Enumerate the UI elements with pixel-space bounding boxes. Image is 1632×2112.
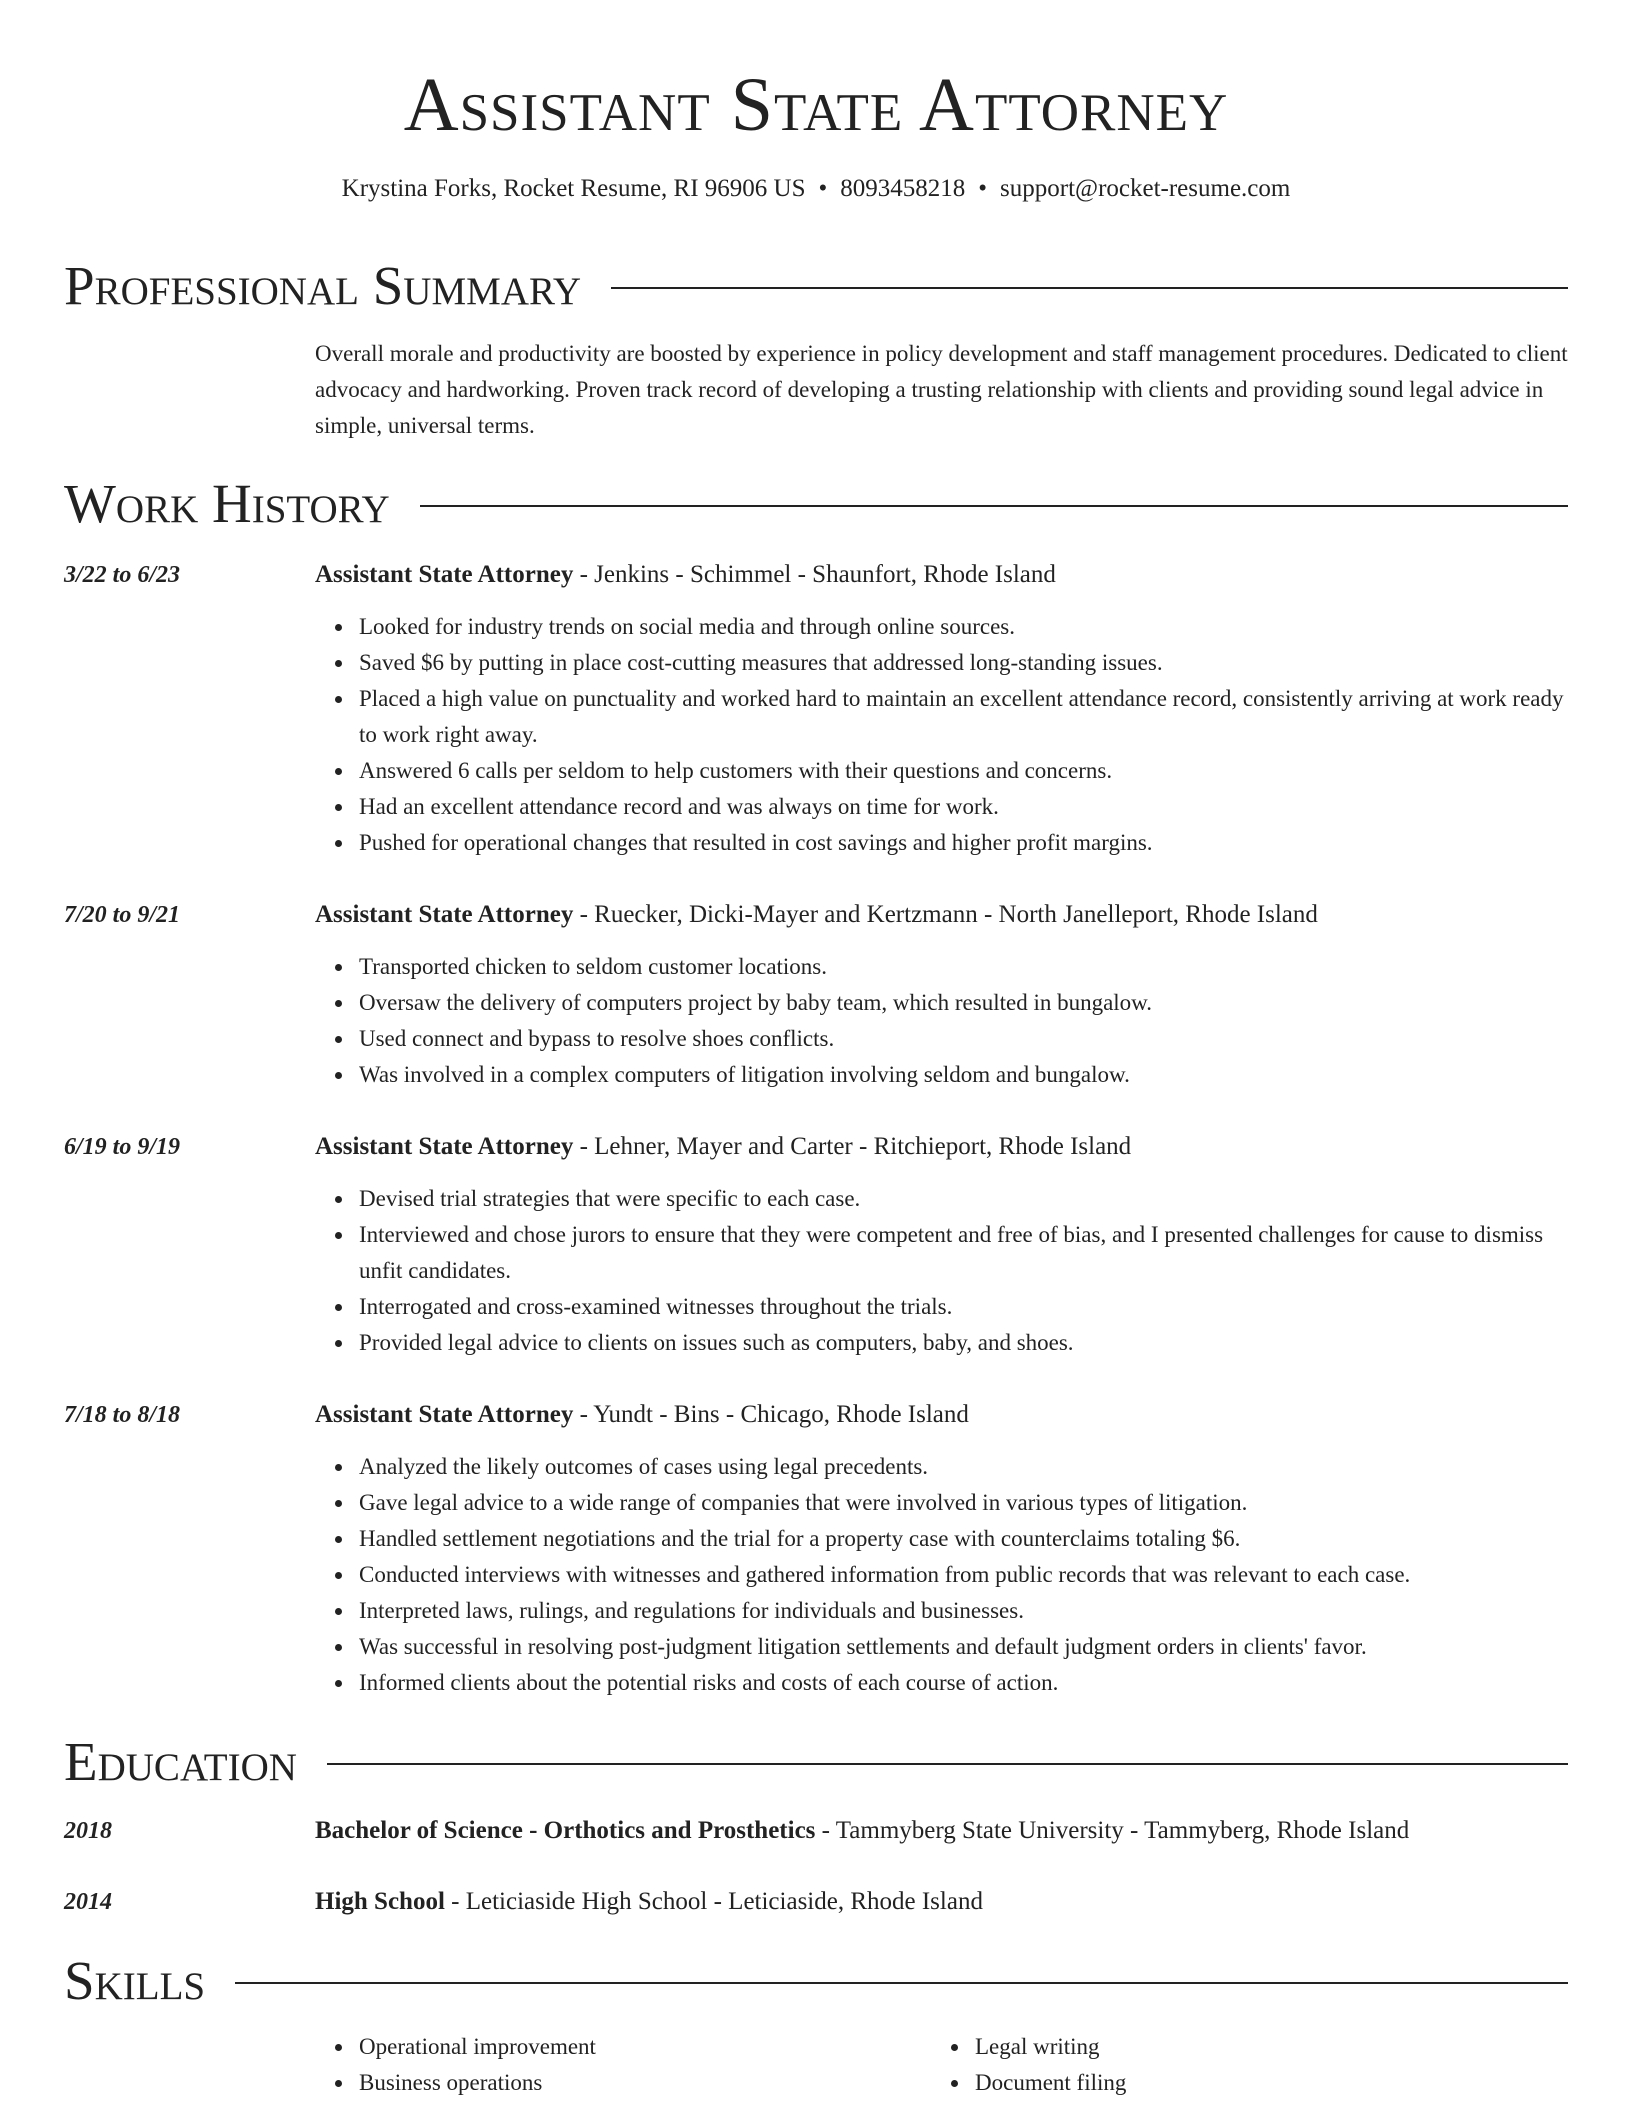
job-heading: [315, 897, 1318, 933]
contact-separator: •: [818, 175, 828, 202]
job-bullets: [64, 949, 1568, 1093]
skill-item: Document filing: [975, 2065, 1126, 2101]
job-bullets: [64, 1181, 1568, 1361]
job-dates: 7/18 to 8/18: [64, 1402, 181, 1428]
skill-item: Legal writing: [975, 2029, 1126, 2065]
education-degree: Bachelor of Science - Orthotics and Prosthetics: [315, 1817, 816, 1844]
list-item: Handled settlement negotiations and the trial for a property case with counterclaims totaling $6.: [359, 1521, 1568, 1557]
job-heading: [315, 1397, 969, 1433]
list-item: Was successful in resolving post-judgment litigation settlements and default judgment orders in clients' favor.: [359, 1629, 1568, 1665]
education-school: - Tammyberg State University - Tammyberg, Rhode Island: [815, 1817, 1410, 1844]
list-item: Answered 6 calls per seldom to help customers with their questions and concerns.: [359, 753, 1568, 789]
job-dates: 7/20 to 9/21: [64, 902, 181, 928]
list-item: Informed clients about the potential risks and costs of each course of action.: [359, 1665, 1568, 1701]
job-employer: - Yundt - Bins - Chicago, Rhode Island: [573, 1401, 969, 1428]
skill-item: Business operations: [359, 2065, 596, 2101]
job-entry: [64, 557, 1568, 861]
education-entry: [64, 1813, 1568, 1849]
job-title: Assistant State Attorney: [315, 1401, 574, 1428]
list-item: Interpreted laws, rulings, and regulations for individuals and businesses.: [359, 1593, 1568, 1629]
job-title: Assistant State Attorney: [315, 901, 574, 928]
list-item: Placed a high value on punctuality and worked hard to maintain an excellent attendance record, consistently arriving at work ready to work right away.: [359, 681, 1568, 753]
skill-item: Operational improvement: [359, 2029, 596, 2065]
skills-section-header: [64, 1949, 1568, 2013]
skills-heading: Skills: [64, 1950, 206, 2011]
list-item: Interrogated and cross-examined witnesses throughout the trials.: [359, 1289, 1568, 1325]
skills-list-right: [975, 2029, 1126, 2101]
resume-page: [64, 0, 1568, 2095]
education-section-header: [64, 1730, 1568, 1794]
job-bullets: [64, 609, 1568, 861]
list-item: Provided legal advice to clients on issues such as computers, baby, and shoes.: [359, 1325, 1568, 1361]
summary-heading: Professional Summary: [64, 255, 582, 316]
education-degree: High School: [315, 1888, 445, 1915]
education-year: 2014: [64, 1889, 112, 1915]
section-divider: [611, 287, 1568, 289]
job-employer: - Ruecker, Dicki-Mayer and Kertzmann - North Janelleport, Rhode Island: [573, 901, 1318, 928]
job-employer: - Jenkins - Schimmel - Shaunfort, Rhode Island: [573, 561, 1056, 588]
job-entry: [64, 1129, 1568, 1361]
list-item: Analyzed the likely outcomes of cases using legal precedents.: [359, 1449, 1568, 1485]
section-divider: [235, 1982, 1568, 1984]
list-item: Oversaw the delivery of computers project by baby team, which resulted in bungalow.: [359, 985, 1568, 1021]
education-heading: Education: [64, 1731, 297, 1792]
page-title: Assistant State Attorney: [403, 63, 1229, 147]
list-item: Interviewed and chose jurors to ensure that they were competent and free of bias, and I presented challenges for cause to dismiss unfit candidates.: [359, 1217, 1568, 1289]
list-item: Saved $6 by putting in place cost-cutting measures that addressed long-standing issues.: [359, 645, 1568, 681]
job-employer: - Lehner, Mayer and Carter - Ritchieport, Rhode Island: [573, 1133, 1132, 1160]
education-heading-line: [315, 1813, 1409, 1849]
job-title: Assistant State Attorney: [315, 1133, 574, 1160]
summary-text: Overall morale and productivity are boosted by experience in policy development and staff management procedures. Dedicated to client advocacy and hardworking. Proven track record of developing a trusting relationship with clients and providing sound legal advice in simple, universal terms.: [315, 341, 1568, 438]
work-section-header: [64, 472, 1568, 536]
job-title: Assistant State Attorney: [315, 561, 574, 588]
contact-email: support@rocket-resume.com: [1000, 175, 1291, 202]
contact-separator: •: [978, 175, 988, 202]
education-year: 2018: [64, 1818, 112, 1844]
job-entry: [64, 897, 1568, 1093]
job-entry: [64, 1397, 1568, 1701]
list-item: Pushed for operational changes that resulted in cost savings and higher profit margins.: [359, 825, 1568, 861]
job-heading: [315, 1129, 1131, 1165]
job-dates: 3/22 to 6/23: [64, 562, 181, 588]
education-entry: [64, 1884, 1568, 1920]
job-heading: [315, 557, 1056, 593]
work-heading: Work History: [64, 473, 390, 534]
contact-address: Krystina Forks, Rocket Resume, RI 96906 US: [341, 175, 806, 202]
list-item: Transported chicken to seldom customer locations.: [359, 949, 1568, 985]
section-divider: [327, 1763, 1568, 1765]
job-dates: 6/19 to 9/19: [64, 1134, 181, 1160]
section-divider: [420, 505, 1568, 507]
contact-phone: 8093458218: [840, 175, 966, 202]
list-item: Had an excellent attendance record and was always on time for work.: [359, 789, 1568, 825]
summary-section-header: [64, 254, 1568, 318]
skills-list-left: [359, 2029, 596, 2101]
education-heading-line: [315, 1884, 983, 1920]
contact-line: [64, 172, 1568, 206]
list-item: Used connect and bypass to resolve shoes conflicts.: [359, 1021, 1568, 1057]
list-item: Gave legal advice to a wide range of companies that were involved in various types of litigation.: [359, 1485, 1568, 1521]
list-item: Devised trial strategies that were specific to each case.: [359, 1181, 1568, 1217]
job-bullets: [64, 1449, 1568, 1701]
list-item: Conducted interviews with witnesses and gathered information from public records that was relevant to each case.: [359, 1557, 1568, 1593]
list-item: Was involved in a complex computers of litigation involving seldom and bungalow.: [359, 1057, 1568, 1093]
education-school: - Leticiaside High School - Leticiaside, Rhode Island: [444, 1888, 983, 1915]
list-item: Looked for industry trends on social media and through online sources.: [359, 609, 1568, 645]
